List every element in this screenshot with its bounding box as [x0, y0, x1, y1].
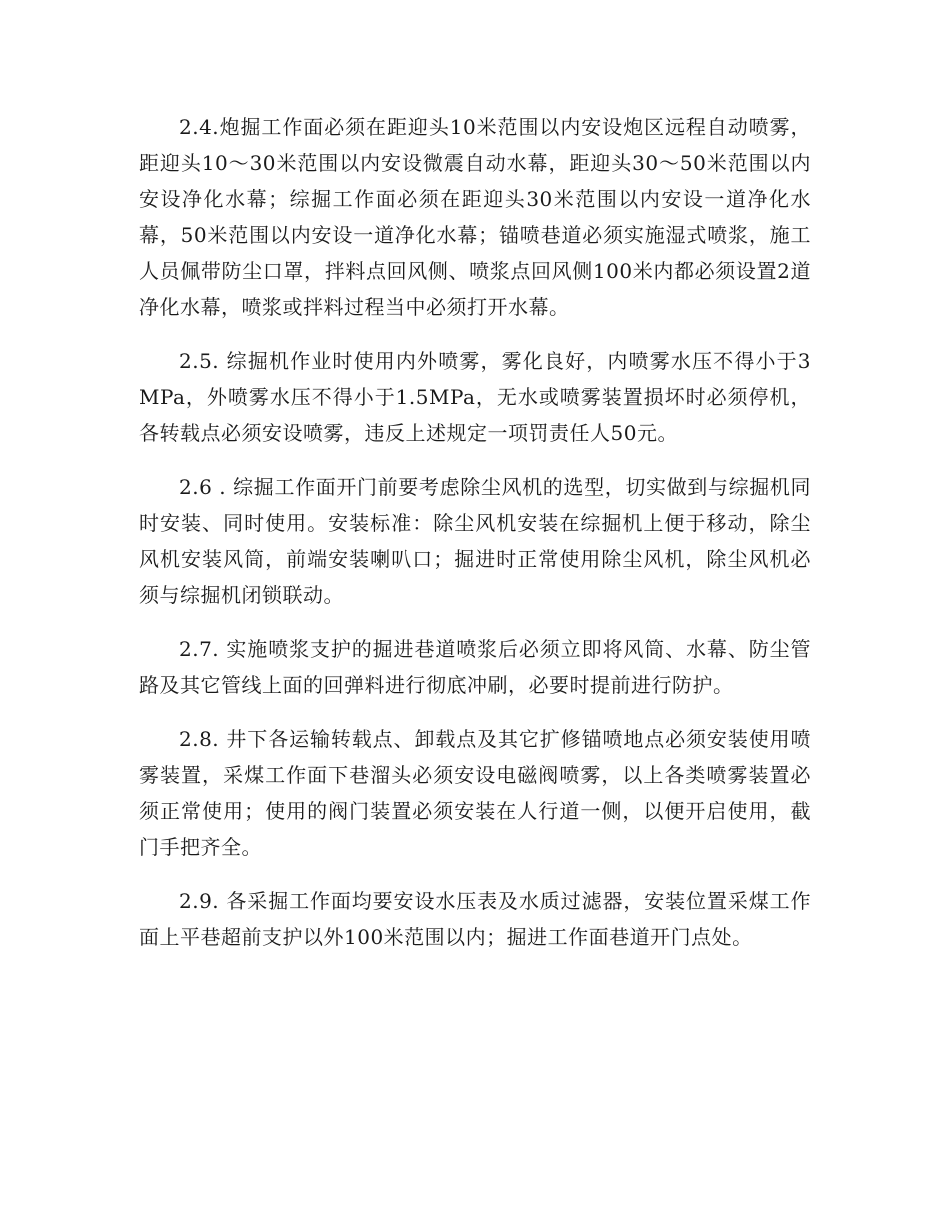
paragraph-2-8: 2.8. 井下各运输转载点、卸载点及其它扩修锚喷地点必须安装使用喷雾装置，采煤工作面下巷溜头必须安设电磁阀喷雾，以上各类喷雾装置必须正常使用；使用的阀门装置必须安装在人行道一侧，以便开启使用，截门手把齐全。 [139, 727, 811, 859]
paragraph-2-7: 2.7. 实施喷浆支护的掘进巷道喷浆后必须立即将风筒、水幕、防尘管路及其它管线上面的回弹料进行彻底冲刷，必要时提前进行防护。 [139, 637, 811, 697]
document-body [139, 109, 811, 973]
paragraph-2-9: 2.9. 各采掘工作面均要安设水压表及水质过滤器，安装位置采煤工作面上平巷超前支护以外100米范围以内；掘进工作面巷道开门点处。 [139, 889, 811, 949]
paragraph-2-6: 2.6 . 综掘工作面开门前要考虑除尘风机的选型，切实做到与综掘机同时安装、同时使用。安装标准：除尘风机安装在综掘机上便于移动，除尘风机安装风筒，前端安装喇叭口；掘进时正常使用除尘风机，除尘风机必须与综掘机闭锁联动。 [139, 475, 811, 607]
paragraph-2-4: 2.4.炮掘工作面必须在距迎头10米范围以内安设炮区远程自动喷雾，距迎头10～30米范围以内安设微震自动水幕，距迎头30～50米范围以内安设净化水幕；综掘工作面必须在距迎头30米范围以内安设一道净化水幕，50米范围以内安设一道净化水幕；锚喷巷道必须实施湿式喷浆，施工人员佩带防尘口罩，拌料点回风侧、喷浆点回风侧100米内都必须设置2道净化水幕，喷浆或拌料过程当中必须打开水幕。 [139, 115, 811, 319]
paragraph-2-5: 2.5. 综掘机作业时使用内外喷雾，雾化良好，内喷雾水压不得小于3MPa，外喷雾水压不得小于1.5MPa，无水或喷雾装置损坏时必须停机，各转载点必须安设喷雾，违反上述规定一项罚责任人50元。 [139, 349, 811, 445]
